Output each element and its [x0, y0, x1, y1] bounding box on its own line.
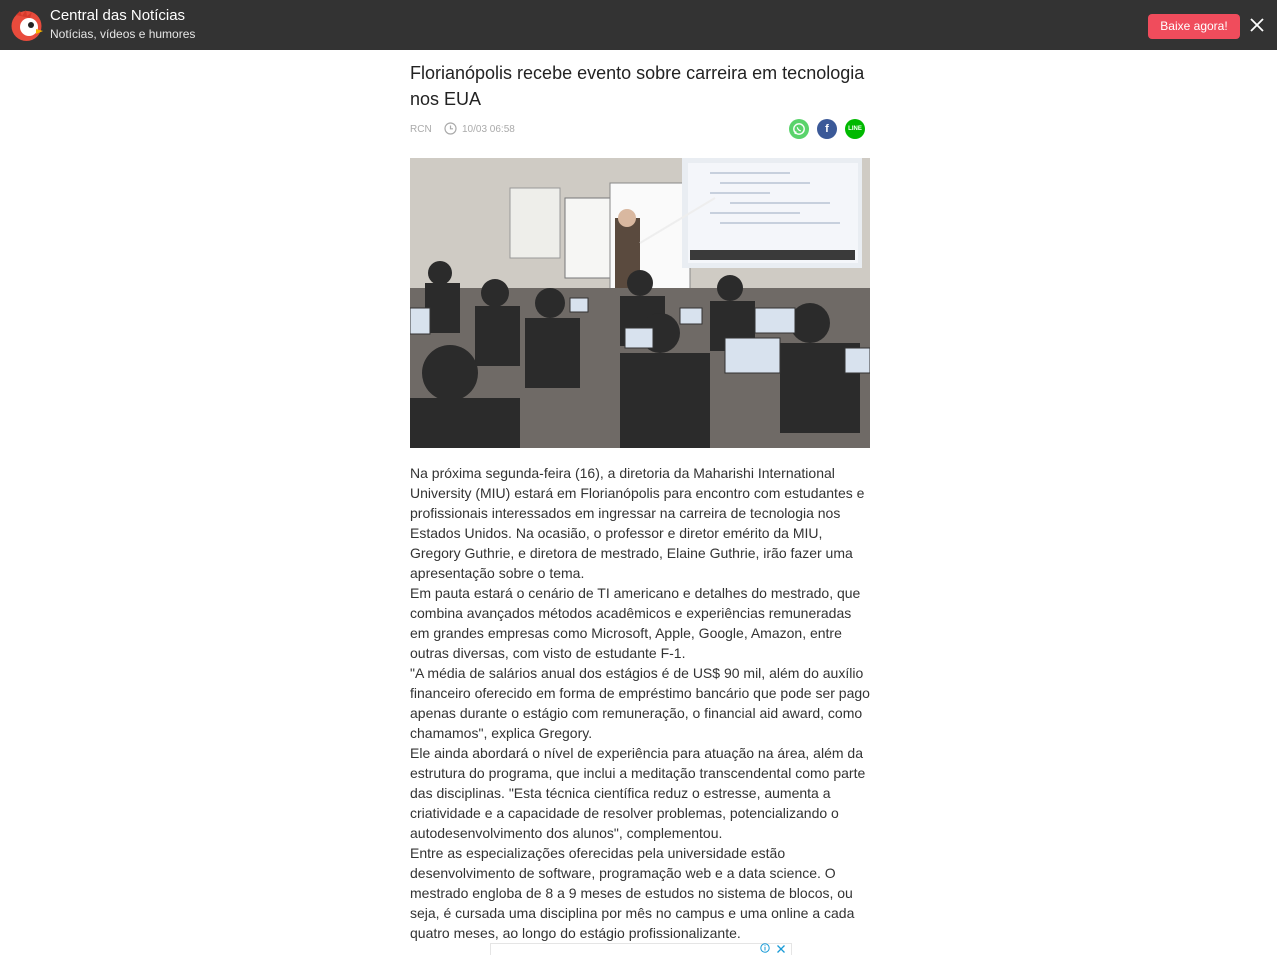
article-photo [410, 158, 870, 448]
whatsapp-icon [789, 119, 809, 139]
line-icon: LINE [848, 126, 862, 132]
article-source: RCN [410, 124, 432, 135]
whatsapp-share-button[interactable] [789, 119, 809, 139]
line-share-button[interactable] [845, 119, 865, 139]
ad-info-icon[interactable] [760, 943, 770, 953]
article-body [410, 463, 872, 943]
close-icon[interactable] [1249, 17, 1265, 33]
facebook-share-button[interactable] [817, 119, 837, 139]
article-meta [410, 119, 870, 141]
facebook-icon: f [825, 123, 829, 135]
classroom-illustration [410, 158, 870, 448]
clock-icon [444, 122, 457, 135]
article-header [410, 60, 870, 141]
article-time: 10/03 06:58 [462, 124, 515, 135]
article-paragraph: Entre as especializações oferecidas pela universidade estão desenvolvimento de software, programação web e a data science. O mestrado engloba de 8 a 9 meses de estudos no sistema de blocos, ou seja, é cursada uma disciplina por mês no campus e uma online a cada quatro meses, ao longo do estágio profissionalizante. [410, 845, 855, 941]
chicken-logo-icon [10, 9, 43, 42]
app-banner [0, 0, 1277, 50]
app-tagline: Notícias, vídeos e humores [50, 27, 196, 41]
app-name: Central das Notícias [50, 7, 186, 24]
ad-close-icon[interactable] [776, 944, 786, 954]
article-paragraph: Em pauta estará o cenário de TI americano e detalhes do mestrado, que combina avançados métodos acadêmicos e experiências remuneradas em grandes empresas como Microsoft, Apple, Google, Amazon, entre outras diversas, com visto de estudante F-1. [410, 585, 861, 661]
ad-banner[interactable] [490, 943, 792, 955]
article-paragraph: "A média de salários anual dos estágios é de US$ 90 mil, além do auxílio financeiro oferecido em forma de empréstimo bancário que pode ser pago apenas durante o estágio com remuneração, o financial aid award, como chamamos", explica Gregory. [410, 665, 870, 741]
article-title: Florianópolis recebe evento sobre carreira em tecnologia nos EUA [410, 63, 865, 109]
download-button[interactable]: Baixe agora! [1148, 14, 1240, 39]
article-paragraph: Ele ainda abordará o nível de experiência para atuação na área, além da estrutura do programa, que inclui a meditação transcendental como parte das disciplinas. "Esta técnica científica reduz o estresse, aumenta a criatividade e a capacidade de resolver problemas, potencializando o autodesenvolvimento dos alunos", complementou. [410, 745, 866, 841]
article-paragraph: Na próxima segunda-feira (16), a diretoria da Maharishi International University (MIU) estará em Florianópolis para encontro com estudantes e profissionais interessados em ingressar na carreira de tecnologia nos Estados Unidos. Na ocasião, o professor e diretor emérito da MIU, Gregory Guthrie, e diretora de mestrado, Elaine Guthrie, irão fazer uma apresentação sobre o tema. [410, 465, 865, 581]
